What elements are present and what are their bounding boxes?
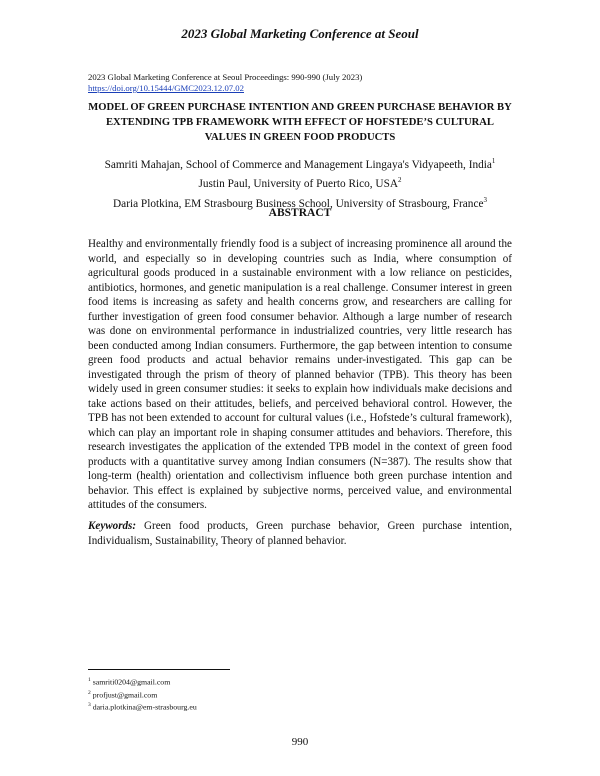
footnote-divider (88, 669, 230, 670)
abstract-heading: ABSTRACT (268, 207, 332, 219)
footnote-mark: 2 (88, 689, 91, 696)
author-footnote-mark: 3 (483, 195, 487, 204)
keywords (88, 519, 512, 548)
author-line (60, 173, 540, 192)
abstract-body: Healthy and environmentally friendly food is a subject of increasing prominence all around the world, and especially so in developing countries such as India, where consumption of agricultural goods produced in a sustainable environment with a low reliance on pesticides, antibiotics, hormones, and genetic manipulation is a real challenge. Consumer interest in green food items is increasing as safety and health concerns grow, and researchers are calling for further investigation of green food consumer behavior. Although a large number of research was done on environmental performance in industrialized countries, very little research has been conducted among Indian consumers. Furthermore, the gap between intention to consume green food products and actual behavior remains under-investigated. This gap can be investigated through the prism of theory of planned behavior (TPB). This theory has been widely used in green consumer studies: it seeks to explain how individuals make decisions and take actions based on their attitudes, beliefs, and perceived behavioral control. However, the TPB has not been extended to account for cultural values (i.e., Hofstede’s cultural framework), which can play an important role in shaping consumer attitudes and behaviors. Therefore, this research investigates the application of the extended TPB model in the context of green food products with a quantitative survey among Indian consumers (N=387). The results show that long-term (health) orientation and collectivism influence both green purchase intention and behavior. This effect is explained by subjective norms, perceived value, and environmental attitudes of the consumers. (88, 238, 512, 511)
page-number: 990 (291, 736, 309, 748)
keywords-text: Green food products, Green purchase behavior, Green purchase intention, Individualism, Sustainability, Theory of planned behavior. (88, 520, 512, 547)
proceedings-citation: 2023 Global Marketing Conference at Seoul Proceedings: 990-990 (July 2023) (88, 72, 363, 82)
author-text: Daria Plotkina, EM Strasbourg Business School, University of Strasbourg, France (113, 197, 484, 210)
keywords-label: Keywords: (88, 520, 137, 532)
footnote (88, 700, 388, 713)
footnote (88, 675, 388, 688)
footnotes (88, 675, 388, 713)
footnote-mark: 1 (88, 677, 91, 683)
footnote-text: samriti0204@gmail.com (92, 677, 171, 687)
footnote (88, 688, 388, 701)
doi-link[interactable]: https://doi.org/10.15444/GMC2023.12.07.02 (88, 83, 244, 93)
author-line (60, 154, 540, 173)
paper-title: MODEL OF GREEN PURCHASE INTENTION AND GREEN PURCHASE BEHAVIOR BY EXTENDING TPB FRAMEWORK WITH EFFECT OF HOFSTEDE’S CULTURAL VALUES IN GREEN FOOD PRODUCTS (88, 102, 512, 143)
author-text: Samriti Mahajan, School of Commerce and Management Lingaya's Vidyapeeth, India (104, 158, 492, 171)
footnote-mark: 3 (88, 702, 91, 709)
proceedings-info (88, 72, 528, 94)
author-text: Justin Paul, University of Puerto Rico, USA (198, 178, 399, 191)
conference-header: 2023 Global Marketing Conference at Seoul (181, 26, 419, 41)
footnote-text: daria.plotkina@em-strasbourg.eu (92, 702, 197, 712)
footnote-text: profjust@gmail.com (92, 690, 158, 700)
author-footnote-mark: 2 (398, 176, 402, 185)
author-footnote-mark: 1 (491, 157, 496, 165)
author-list (60, 154, 540, 212)
